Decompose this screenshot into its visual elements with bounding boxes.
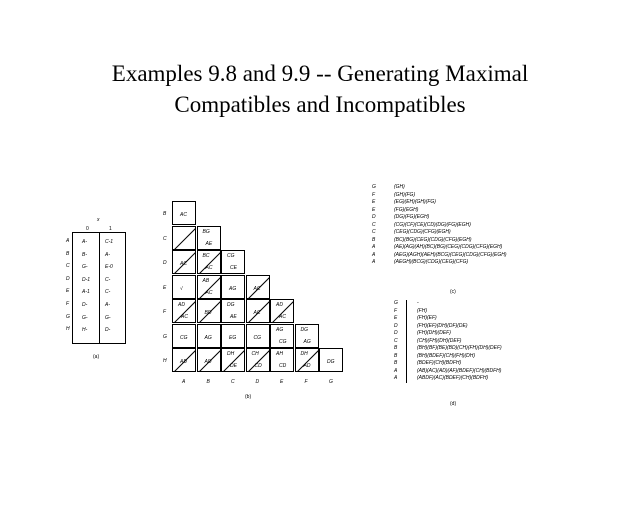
- step-state: C: [372, 221, 376, 228]
- list-item: [372, 214, 507, 222]
- compatibles-list: [372, 184, 507, 267]
- list-item: [372, 199, 507, 207]
- impl-col-label: A: [182, 378, 186, 385]
- implied-pair: CG: [180, 334, 188, 341]
- step-state: B: [394, 345, 398, 351]
- step-classes: (FG)(EGH): [394, 206, 419, 213]
- implied-pair: AC: [205, 265, 213, 271]
- step-state: C: [394, 337, 398, 344]
- step-classes: (FH): [417, 307, 427, 314]
- state-row-label: F: [66, 301, 70, 307]
- list-item: [372, 259, 507, 267]
- step-classes: (DG)(FG)(EGH): [394, 214, 430, 220]
- list-item: [372, 192, 507, 200]
- implied-pair: AD: [303, 363, 311, 369]
- implied-pair: DE: [230, 363, 237, 369]
- implied-pair: AD: [178, 302, 185, 308]
- step-state: E: [372, 206, 376, 213]
- step-classes: (CH)(FH)(DH)(DEF): [417, 337, 462, 344]
- step-classes: (BC)(BG)(CEG)(CDG)(CFG)(EGH): [394, 236, 472, 243]
- step-classes: (ABDF)(AC)(BDEF)(CH)(BDFH): [417, 375, 489, 381]
- column-label-1: 1: [109, 226, 112, 232]
- implied-pair: BD: [204, 310, 212, 316]
- step-classes: -: [417, 300, 419, 306]
- implication-cell: [172, 275, 196, 299]
- implication-cell: [270, 324, 294, 348]
- step-classes: (GH)(FG): [394, 191, 416, 198]
- implied-pair: AG: [303, 338, 311, 345]
- implied-pair: CH: [251, 351, 259, 357]
- table-cell-x1: C-1: [105, 239, 114, 245]
- implied-pair: AC: [253, 310, 261, 316]
- implied-pair: CD: [279, 363, 287, 369]
- implication-cell: [270, 348, 294, 372]
- table-cell-x0: G-: [82, 264, 88, 271]
- step-state: C: [372, 229, 376, 235]
- implied-pair: AC: [180, 212, 187, 218]
- step-classes: (BH)(BF)(BE)(BD)(CH)(FH)(DH)(DEF): [417, 345, 502, 351]
- implied-pair: CG: [279, 338, 287, 345]
- implied-pair: CD: [254, 363, 262, 369]
- implication-cell: [221, 275, 245, 299]
- impl-col-label: B: [206, 378, 210, 385]
- step-classes: (BH)(BDEF)(CH)(FH)(DH): [417, 352, 476, 359]
- page-title: [0, 58, 640, 120]
- step-classes: (FH)(DH)(DEF): [417, 330, 451, 336]
- state-row-label: E: [66, 288, 70, 295]
- implied-pair: AD: [180, 359, 187, 365]
- implication-cell: [246, 275, 270, 299]
- impl-col-label: G: [329, 378, 333, 385]
- table-cell-x0: B-: [82, 251, 87, 258]
- impl-row-label: G: [163, 333, 167, 340]
- impl-col-label: F: [304, 378, 308, 385]
- step-state: E: [372, 199, 376, 205]
- list-item: [394, 300, 502, 308]
- implication-cell: [197, 275, 221, 299]
- step-state: A: [372, 259, 376, 265]
- column-label-0: 0: [86, 226, 89, 232]
- implication-cell: [197, 250, 221, 274]
- impl-row-label: D: [163, 260, 167, 266]
- step-classes: (AE)(AG)(AH)(BC)(BG)(CEG)(CDG)(CFG)(EGH): [394, 244, 503, 250]
- list-item: [394, 345, 502, 353]
- impl-row-label: B: [163, 211, 167, 217]
- list-item: [394, 360, 502, 368]
- step-classes: (CG)(CF)(CE)(CD)(DG)(FG)(EGH): [394, 221, 471, 228]
- table-cell-x1: C-: [105, 289, 111, 296]
- step-classes: (GH): [394, 184, 405, 190]
- implied-pair: √: [180, 285, 183, 292]
- list-item: [394, 308, 502, 316]
- state-row-label: H: [66, 326, 70, 333]
- table-cell-x1: C-: [105, 276, 111, 283]
- implied-pair: AD: [204, 359, 212, 365]
- implication-cell: [172, 299, 196, 323]
- implied-pair: AC: [181, 314, 188, 320]
- implied-pair: BG: [202, 228, 210, 235]
- title-line-2: Compatibles and Incompatibles: [174, 92, 466, 117]
- caption-a: (a): [93, 354, 100, 360]
- implication-cell: [221, 348, 245, 372]
- table-cell-x1: E-0: [105, 264, 113, 271]
- impl-row-label: C: [163, 235, 167, 242]
- incompatible-mark: [173, 227, 196, 250]
- implied-pair: EG: [229, 334, 237, 341]
- step-state: B: [394, 352, 398, 359]
- impl-row-label: H: [163, 358, 167, 364]
- list-item: [372, 222, 507, 230]
- implied-pair: AC: [180, 261, 187, 267]
- implication-cell: [172, 226, 196, 250]
- implied-pair: DG: [227, 302, 235, 308]
- step-state: G: [394, 300, 398, 306]
- state-row-label: C: [66, 263, 70, 270]
- list-separator: [406, 345, 413, 353]
- list-item: [394, 330, 502, 338]
- implied-pair: AC: [253, 285, 261, 292]
- list-separator: [406, 323, 413, 331]
- list-separator: [406, 308, 413, 316]
- implication-cell: [270, 299, 294, 323]
- implied-pair: AD: [276, 302, 283, 308]
- impl-row-label: E: [163, 284, 167, 291]
- list-item: [372, 252, 507, 260]
- caption-c: (c): [450, 289, 456, 295]
- implication-cell: [172, 348, 196, 372]
- list-item: [394, 315, 502, 323]
- implication-cell: [295, 348, 319, 372]
- list-item: [372, 229, 507, 237]
- input-label: x: [97, 217, 100, 223]
- state-row-label: G: [66, 313, 70, 320]
- implication-cell: [246, 324, 270, 348]
- impl-col-label: E: [280, 378, 284, 385]
- implication-cell: [295, 324, 319, 348]
- implied-pair: AG: [229, 285, 237, 292]
- list-separator: [406, 315, 413, 323]
- table-cell-x0: A-1: [82, 289, 90, 296]
- table-cell-x1: A-: [105, 251, 110, 258]
- implied-pair: AG: [204, 334, 212, 341]
- step-state: A: [372, 244, 376, 250]
- implication-cell: [221, 324, 245, 348]
- step-state: B: [372, 236, 376, 243]
- list-item: [394, 338, 502, 346]
- implication-cell: [246, 299, 270, 323]
- list-item: [394, 368, 502, 376]
- step-classes: (FH)(EF)(DH)(DF)(DE): [417, 322, 468, 329]
- caption-d: (d): [450, 401, 457, 407]
- implied-pair: AB: [202, 277, 210, 284]
- step-classes: (BDEF)(CH)(BDFH): [417, 360, 462, 366]
- implied-pair: AH: [276, 351, 283, 357]
- implied-pair: DG: [300, 326, 308, 333]
- incompatibles-list: [394, 300, 502, 383]
- state-row-label: D: [66, 275, 70, 282]
- implied-pair: CG: [253, 334, 261, 341]
- implication-cell: [319, 348, 343, 372]
- implied-pair: AG: [276, 326, 284, 333]
- state-row-label: A: [66, 238, 70, 244]
- list-separator: [406, 360, 413, 368]
- step-state: D: [394, 322, 398, 329]
- list-item: [394, 353, 502, 361]
- list-item: [372, 184, 507, 192]
- list-separator: [406, 338, 413, 346]
- implied-pair: AC: [279, 314, 286, 320]
- step-state: F: [372, 191, 376, 198]
- implication-cell: [197, 348, 221, 372]
- list-separator: [406, 330, 413, 338]
- list-item: [394, 375, 502, 383]
- impl-col-label: C: [231, 378, 235, 385]
- table-cell-x1: G-: [105, 314, 111, 321]
- list-separator: [406, 300, 413, 308]
- table-cell-x0: G-: [82, 314, 88, 321]
- table-cell-x0: D-: [82, 302, 88, 308]
- list-item: [372, 237, 507, 245]
- implication-cell: [197, 226, 221, 250]
- flow-table: [72, 232, 126, 344]
- table-cell-x0: H-: [82, 327, 88, 334]
- caption-b: (b): [245, 394, 252, 400]
- implied-pair: DG: [327, 359, 335, 365]
- step-classes: (EG)(EH)(GH)(FG): [394, 199, 436, 205]
- step-state: F: [394, 307, 398, 314]
- impl-col-label: D: [255, 378, 260, 385]
- title-line-1: Examples 9.8 and 9.9 -- Generating Maximal: [111, 61, 529, 86]
- implication-cell: [172, 324, 196, 348]
- implication-cell: [197, 324, 221, 348]
- impl-row-label: F: [163, 309, 167, 315]
- step-classes: (CEG)(CDG)(CFG)(EGH): [394, 229, 451, 235]
- step-state: A: [394, 375, 398, 381]
- table-divider: [99, 233, 100, 343]
- list-separator: [406, 375, 413, 383]
- implied-pair: DH: [300, 351, 308, 357]
- step-state: G: [372, 184, 376, 190]
- step-state: D: [394, 330, 398, 336]
- list-separator: [406, 368, 413, 376]
- table-cell-x0: A-: [82, 239, 87, 245]
- step-state: E: [394, 315, 398, 321]
- step-state: A: [372, 251, 376, 258]
- implied-pair: AE: [205, 240, 213, 247]
- implied-pair: CE: [230, 265, 237, 271]
- step-state: B: [394, 360, 398, 366]
- list-separator: [406, 353, 413, 361]
- step-classes: (FH)(EF): [417, 315, 437, 321]
- implication-cell: [221, 299, 245, 323]
- implied-pair: AC: [205, 289, 213, 296]
- implication-cell: [246, 348, 270, 372]
- implication-cell: [172, 201, 196, 225]
- implication-cell: [221, 250, 245, 274]
- state-row-label: B: [66, 250, 70, 257]
- table-cell-x0: D-1: [82, 276, 91, 283]
- implied-pair: CG: [227, 253, 235, 259]
- step-classes: (AEG)(AGH)(AEH)(BCG)(CEG)(CDG)(CFG)(EGH): [394, 251, 507, 258]
- step-classes: (AB)(AC)(AD)(AF)(BDEF)(CH)(BDFH): [417, 367, 502, 374]
- table-cell-x1: A-: [105, 302, 110, 308]
- implication-cell: [172, 250, 196, 274]
- list-item: [372, 244, 507, 252]
- implied-pair: DH: [227, 351, 235, 357]
- step-state: A: [394, 367, 398, 374]
- implied-pair: BC: [202, 253, 210, 259]
- implication-cell: [197, 299, 221, 323]
- list-item: [394, 323, 502, 331]
- step-state: D: [372, 214, 376, 220]
- implied-pair: AE: [230, 314, 237, 320]
- list-item: [372, 207, 507, 215]
- table-cell-x1: D-: [105, 327, 111, 334]
- step-classes: (AEGH)(BCG)(CDG)(CEG)(CFG): [394, 259, 469, 265]
